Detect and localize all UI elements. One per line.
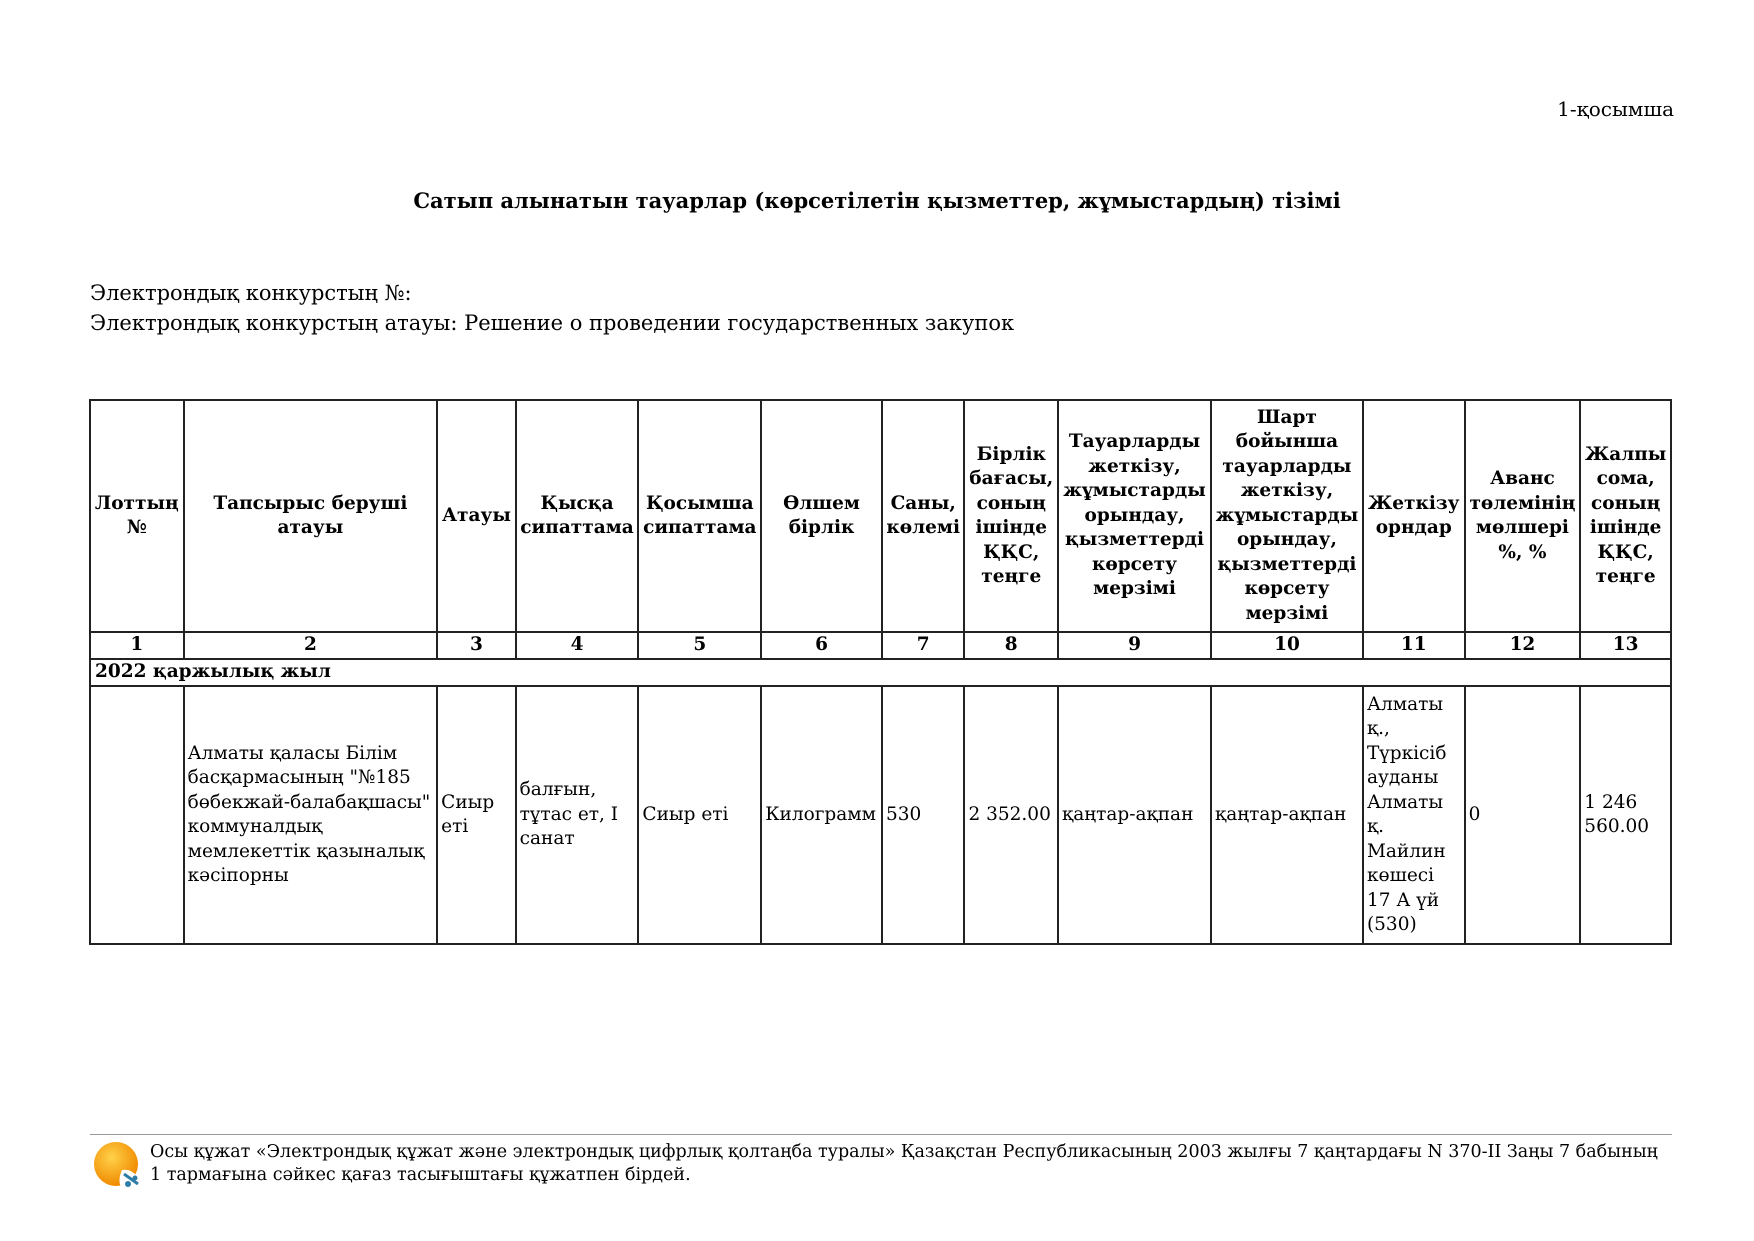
column-number: 13 [1580, 632, 1671, 659]
header-additional-description: Қосымша сипаттама [638, 400, 761, 632]
header-row [90, 400, 1671, 632]
column-number: 3 [437, 632, 515, 659]
year-row [90, 659, 1671, 686]
goods-table [89, 399, 1672, 945]
cell-item-name: Сиыр еті [437, 686, 515, 944]
competition-number: Электрондық конкурстың №: [90, 281, 412, 305]
column-number: 12 [1465, 632, 1581, 659]
e-gov-sun-logo-icon [92, 1140, 144, 1192]
column-number: 2 [184, 632, 438, 659]
column-number: 11 [1363, 632, 1465, 659]
footer-legal-note: Осы құжат «Электрондық құжат және электрондық цифрлық қолтаңба туралы» Қазақстан Республикасының 2003 жылғы 7 қаңтардағы N 370-II Заңы 7 бабының 1 тармағына сәйкес қағаз тасығыштағы құжатпен бірдей. [150, 1142, 1658, 1185]
header-customer-name: Тапсырыс беруші атауы [184, 400, 438, 632]
footer-divider [90, 1134, 1672, 1135]
cell-short-description: балғын, тұтас ет, I санат [516, 686, 639, 944]
cell-quantity: 530 [882, 686, 965, 944]
annex-label: 1-қосымша [1557, 97, 1674, 121]
column-number: 8 [964, 632, 1058, 659]
cell-total-amount: 1 246 560.00 [1580, 686, 1671, 944]
cell-unit-price: 2 352.00 [964, 686, 1058, 944]
column-number: 9 [1058, 632, 1211, 659]
column-number: 4 [516, 632, 639, 659]
header-short-description: Қысқа сипаттама [516, 400, 639, 632]
cell-advance-payment: 0 [1465, 686, 1581, 944]
header-delivery-term: Тауарларды жеткізу, жұмыстарды орындау, қызметтерді көрсету мерзімі [1058, 400, 1211, 632]
cell-unit: Килограмм [761, 686, 882, 944]
cell-lot-number [90, 686, 184, 944]
cell-additional-description: Сиыр еті [638, 686, 761, 944]
column-number: 6 [761, 632, 882, 659]
column-number: 10 [1211, 632, 1363, 659]
header-unit: Өлшем бірлік [761, 400, 882, 632]
cell-delivery-term: қаңтар-ақпан [1058, 686, 1211, 944]
fiscal-year-label: 2022 қаржылық жыл [90, 659, 1671, 686]
cell-delivery-place: Алматы қ., Түркісіб ауданы Алматы қ. Майлин көшесі 17 А үй (530) [1363, 686, 1465, 944]
document-title: Сатып алынатын тауарлар (көрсетілетін қызметтер, жұмыстардың) тізімі [413, 188, 1341, 213]
header-unit-price: Бірлік бағасы, соның ішінде ҚҚС, теңге [964, 400, 1058, 632]
header-delivery-place: Жеткізу орндар [1363, 400, 1465, 632]
competition-name: Электрондық конкурстың атауы: Решение о проведении государственных закупок [90, 311, 1015, 335]
column-number: 7 [882, 632, 965, 659]
column-number: 1 [90, 632, 184, 659]
header-contract-delivery-term: Шарт бойынша тауарларды жеткізу, жұмыстарды орындау, қызметтерді көрсету мерзімі [1211, 400, 1363, 632]
column-number-row [90, 632, 1671, 659]
cell-contract-delivery-term: қаңтар-ақпан [1211, 686, 1363, 944]
table-row [90, 686, 1671, 944]
header-total-amount: Жалпы сома, соның ішінде ҚҚС, теңге [1580, 400, 1671, 632]
header-lot-number: Лоттың № [90, 400, 184, 632]
header-item-name: Атауы [437, 400, 515, 632]
header-advance-payment: Аванс төлемінің мөлшері %, % [1465, 400, 1581, 632]
column-number: 5 [638, 632, 761, 659]
header-quantity: Саны, көлемі [882, 400, 965, 632]
cell-customer-name: Алматы қаласы Білім басқармасының "№185 бөбекжай-балабақшасы" коммуналдық мемлекеттік қазыналық кәсіпорны [184, 686, 438, 944]
